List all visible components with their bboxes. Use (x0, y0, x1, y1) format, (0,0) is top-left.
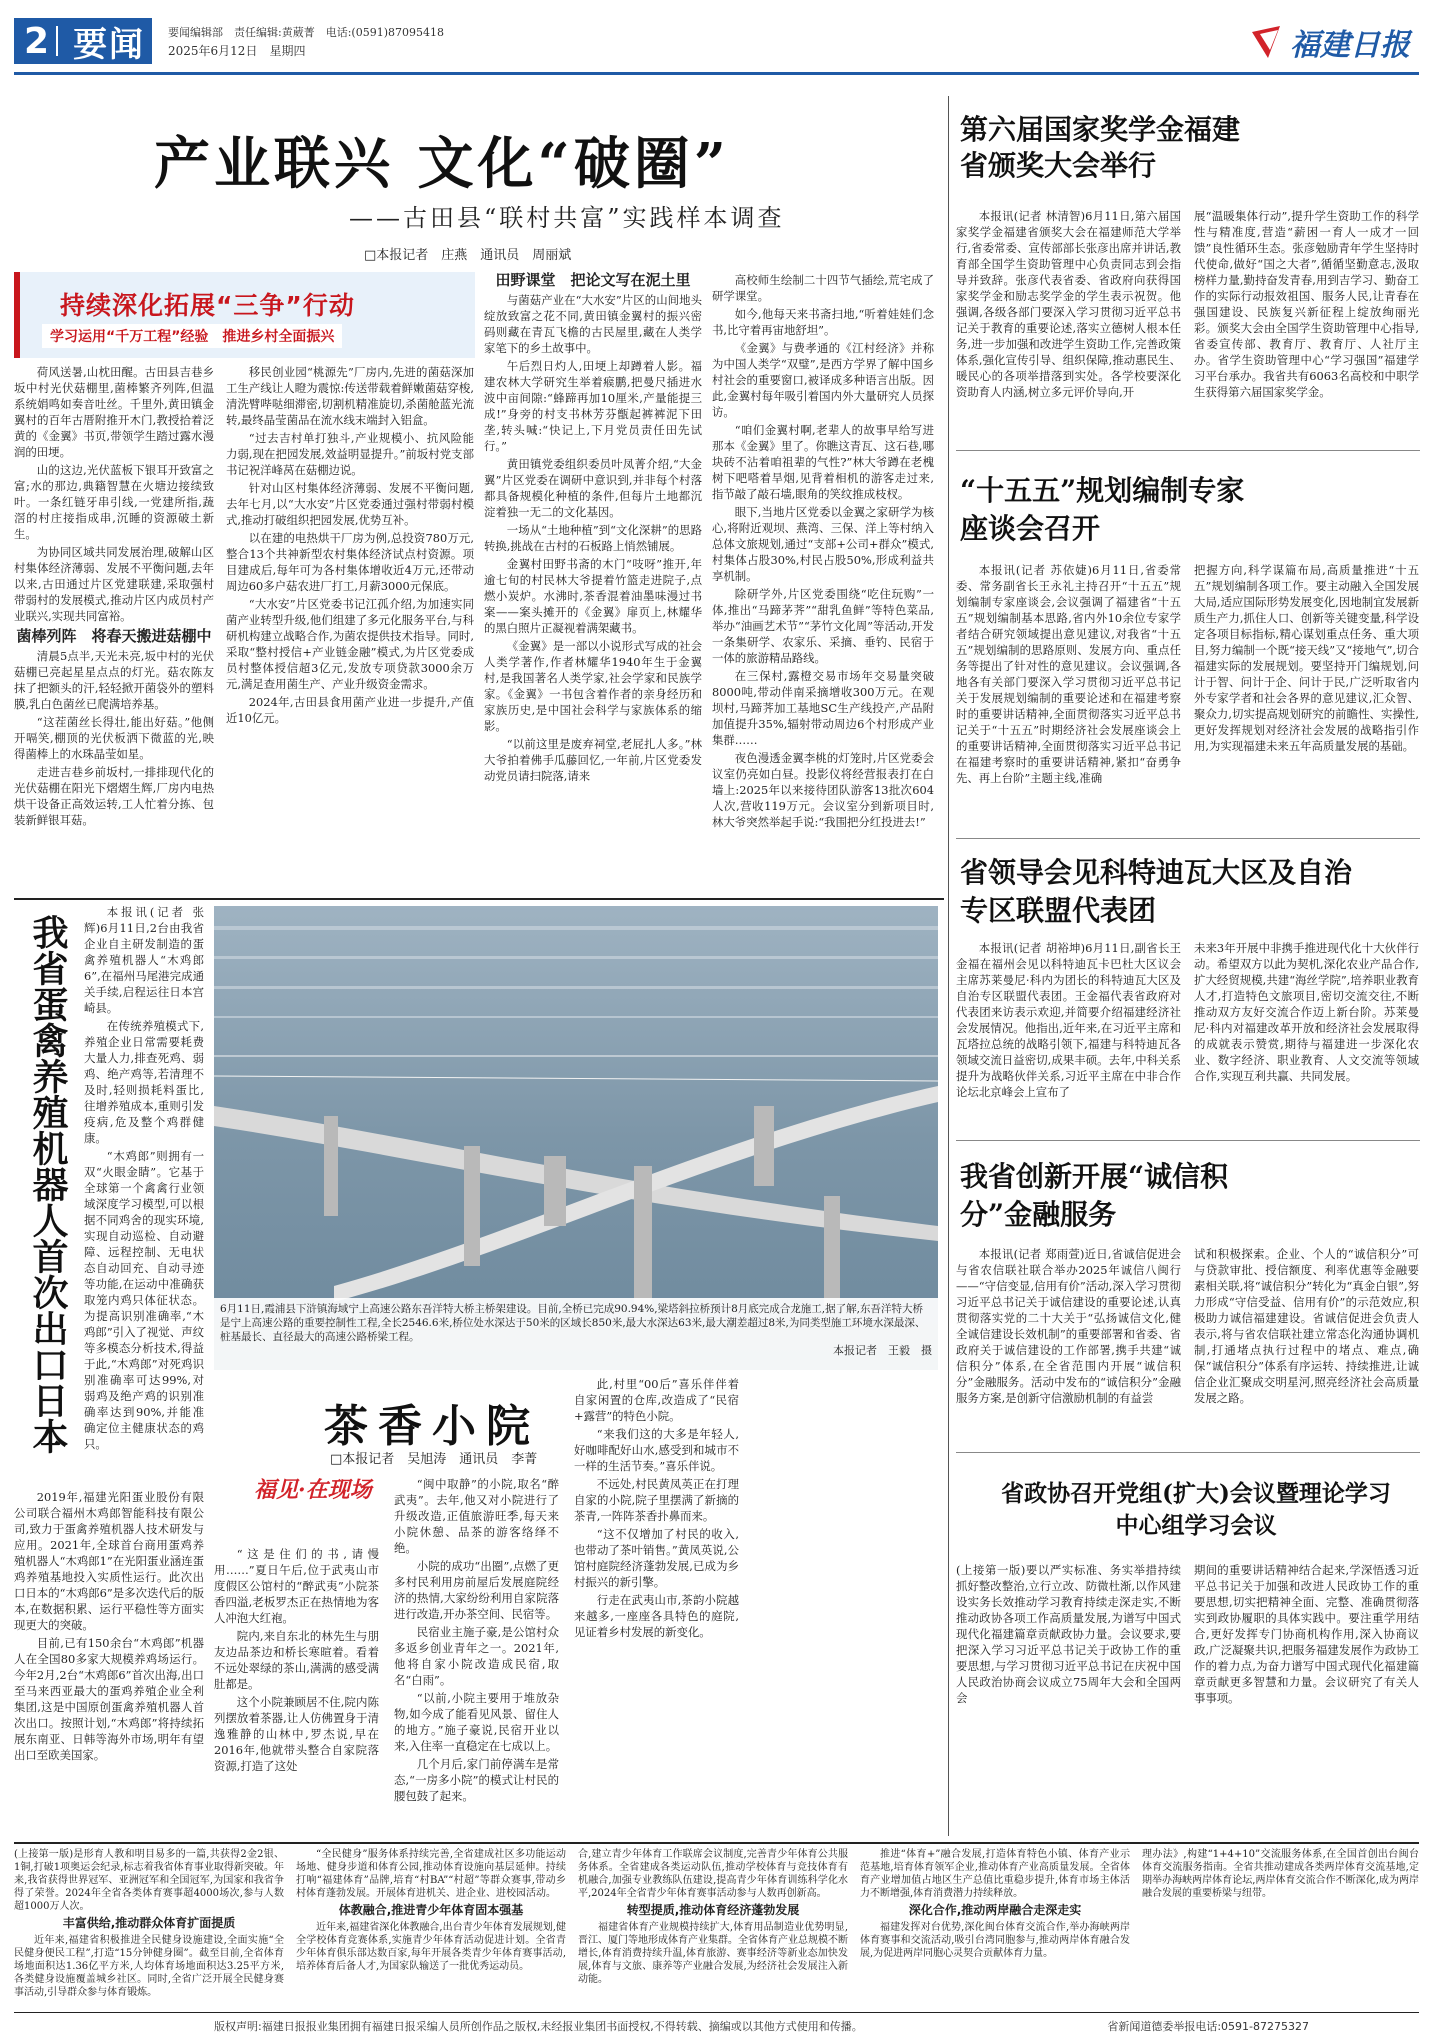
page-number-badge (14, 18, 152, 64)
banner-title: 持续深化拓展“三争”行动 (60, 291, 355, 320)
paragraph: 本报讯(记者 林清智)6月11日,第六届国家奖学金福建省颁奖大会在福建师范大学举行,省委常委、宣传部部长张彦出席并讲话,教育部全国学生资助管理中心负责同志到会指导并致辞。张彦代表省委、省政府向获得国家奖学金和励志奖学金的学生表示祝贺。他强调,各级各部门要深入学习贯彻习近平总书记关于教育的重要论述,落实立德树人根本任务,进一步加强和改进学生资助工作,完善政策体系,强化宣传引导、组织保障,推动惠民生、暖民心的各项举措落到实处。各学校要深化资助育人内涵,树立多元评价导向,开 (956, 209, 1181, 399)
teahouse-byline: □本报记者 吴旭涛 通讯员 李菁 (330, 1452, 538, 1467)
paragraph: 小院的成功“出圈”,点燃了更多村民利用房前屋后发展庭院经济的热情,大家纷纷利用自家院落进行改造,开办茶空间、民宿等。 (394, 1559, 559, 1621)
paragraph: “木鸡郎”则拥有一双“火眼金睛”。它基于全球第一个禽禽行业领域深度学习模型,可以根据不同鸡舍的现实环境,实现自动巡检、自动避障、远程控制、无电状态自动回充、自动寻迹等功能,在运动中准确获取笼内鸡只体征状态。为提高识别准确率,“木鸡郎”引入了视觉、声纹等多模态分析技术,得益于此,“木鸡郎”对死鸡识别准确率可达99%,对弱鸡及绝产鸡的识别准确率达到90%,并能准确定位主健康状态的鸡只。 (84, 1149, 204, 1451)
credit-column-2 (1194, 1246, 1419, 1446)
lead-subheading-1: 菌棒列阵 将春天搬进菇棚中 (16, 627, 212, 645)
paragraph: “以前这里是废弃祠堂,老屁扎人多。”林大爷拍着佛手瓜藤回忆,一年前,片区党委发动党员请扫院落,请来 (484, 737, 702, 783)
paragraph: 福建发挥对台优势,深化闽台体育交流合作,举办海峡两岸体育赛事和交流活动,吸引台湾同胞参与,推动两岸体育融合发展,为促进两岸同胞心灵契合贡献体育力量。 (860, 1922, 1130, 1959)
paragraph: 展“温暖集体行动”,提升学生资助工作的科学性与精准度,营造“薪困一育人一成才一回馈”良性循环生态。张彦勉励青年学生坚持时代使命,做好“国之大者”,循循坚勤意志,汲取榜样力量,勤持奋发青春,用到吉学习、勤奋工作的实际行动报效祖国、服务人民,让青春在强国建设、民族复兴新征程上绽放绚丽光彩。颁奖大会由全国学生资助管理中心指导,省委宣传部、教育厅、教育厅、人社厅主办。省学生资助管理中心“学习强国”福建学习平台承办。我省共有6063名高校和中职学生获得第六届国家奖学金。 (1194, 209, 1419, 399)
logo-text: 福建日报 (1290, 28, 1410, 63)
egg-robot-article (14, 904, 204, 1834)
paragraph: 荷风送暑,山枕田醒。古田县吉巷乡坂中村光伏菇棚里,菌棒繁齐列阵,但温系统娟鸣如奏音吐丝。千里外,黄田镇金翼村的百年古厝附推开木门,教授拾着泛黄的《金翼》书页,带领学生踏过露水漫润的田埂。 (14, 365, 214, 459)
photo-caption-text: 6月11日,霞浦县下浒镇海域宁上高速公路东吾洋特大桥主桥架建设。目前,全桥已完成90.94%,梁塔斜拉桥预计8月底完成合龙施工,据了解,东吾洋特大桥是宁上高速公路的重要控制性工程,全长2546.6米,桥位处水深达于50米的区域长850米,最大水深达63米,最大潮差超过8米,为同类型施工环境水深最深、桩基最长、直径最大的高速公路桥梁工程。 (220, 1303, 926, 1343)
section-name: 要闻 (73, 24, 146, 65)
paragraph: 本报讯(记者 张辉)6月11日,2台由我省企业自主研发制造的蛋禽养殖机器人“木鸡郎6”,在福州马尾港完成通关手续,启程运往日本宫崎县。 (84, 905, 204, 1015)
paragraph: “闽中取静”的小院,取名“醉武夷”。去年,他又对小院进行了升级改造,正值旅游旺季,每天来小院休憩、品茶的游客络绎不绝。 (394, 1477, 559, 1555)
paragraph: 针对山区村集体经济薄弱、发展不平衡问题,去年七月,以“大水安”片区党委通过强村带弱村模式,推动打破组织把园发展,优势互补。 (226, 481, 474, 527)
award-title: 第六届国家奖学金福建省颁奖大会举行 (960, 113, 1241, 182)
paragraph: 金翼村田野书斋的木门“吱呀”推开,年逾七旬的村民林大爷提着竹篮走进院子,点燃小炭炉。水沸时,茶香混着油墨味漫过书案——案头摊开的《金翼》扉页上,林耀华的黑白照片正凝视着满架藏书。 (484, 557, 702, 635)
bottom-subheading-1: 丰富供给,推动群众体育扩面提质 (62, 1916, 236, 1930)
bottom-subheading-3: 转型提质,推动体育经济蓬勃发展 (626, 1903, 800, 1917)
editors-line: 要闻编辑部 责任编辑:黄葳菁 电话:(0591)87095418 (168, 26, 444, 39)
lead-title: 产业联兴 文化“破圈” (154, 131, 730, 197)
cppcc-column-1 (956, 1562, 1181, 1836)
page-number: 2 (24, 20, 50, 62)
paragraph: 清晨5点半,天光未亮,坂中村的光伏菇棚已亮起星星点点的灯光。菇农陈友抹了把额头的汗,轻轻掀开菌袋外的塑料膜,乳白色菌丝已爬满培养基。 (14, 649, 214, 711)
paragraph: 未来3年开展中非携手推进现代化十大伙伴行动。希望双方以此为契机,深化农业产品合作,扩大经贸规模,共建“海丝学院”,培养职业教育人才,打造特色文旅项目,密切交流交往,不断推动双方友好交流合作迈上新台阶。苏莱曼尼·科内对福建改革开放和经济社会发展取得的成就表示赞赏,期待与福建进一步深化农业、数字经济、职业教育、人文交流等领域合作,实现互利共赢、共同发展。 (1194, 941, 1419, 1083)
photo-credit: 本报记者 王毅 摄 (833, 1344, 932, 1357)
paragraph: “过去吉村单打独斗,产业规模小、抗风险能力弱,现在把园发展,效益明显提升。”前坂村党支部书记祝洋峰莴在菇棚边说。 (226, 431, 474, 477)
lead-subtitle: ——古田县“联村共富”实践样本调查 (349, 204, 785, 232)
paragraph: 民宿业主施子豪,是公馆村众多返乡创业青年之一。2021年,他将自家小院改造成民宿,取名“白雨”。 (394, 1625, 559, 1687)
paragraph: “以前,小院主要用于堆放杂物,如今成了能看见风景、留住人的地方。”施子豪说,民宿开业以来,入住率一直稳定在七成以上。 (394, 1691, 559, 1753)
paragraph: 几个月后,家门前停满车是常态,“一房多小院”的模式让村民的腰包鼓了起来。 (394, 1757, 559, 1803)
photo-caption (214, 1298, 938, 1370)
leader-article (956, 844, 1420, 1134)
paragraph: 黄田镇党委组织委员叶凤菁介绍,“大金翼”片区党委在调研中意识到,并非每个村落都具备规模化种植的条件,但每片土地都沉淀着独一无二的文化基因。 (484, 457, 702, 519)
bottom-subheading-4: 深化合作,推动两岸融合走深走实 (908, 1903, 1082, 1917)
credit-title: 我省创新开展“诚信积分”金融服务 (960, 1160, 1229, 1231)
paragraph: 近年来,福建省积极推进全民健身设施建设,全面实施“全民健身便民工程”,打造“15分钟健身圈”。截至目前,全省体育场地面积达1.36亿平方米,人均体育场地面积达3.25平方米,各类健身设施覆盖城乡社区。同时,全省广泛开展全民健身赛事活动,引导群众参与体育锻炼。 (14, 1935, 284, 1998)
teahouse-column-3 (574, 1376, 739, 1836)
bottom-column-2 (296, 1848, 566, 2008)
paragraph: 期间的重要讲话精神结合起来,学深悟透习近平总书记关于加强和改进人民政协工作的重要思想,切实把精神全面、完整、准确贯彻落实到政协履职的具体实践中。要注重学用结合,更好发挥专门协商机构作用,深入协商议政,广泛凝聚共识,把服务福建发展作为政协工作的着力点,为奋力谱写中国式现代化福建篇章贡献更多智慧和力量。会议研究了有关人事事项。 (1194, 1563, 1419, 1705)
paragraph: 合,建立青少年体育工作联席会议制度,完善青少年体育公共服务体系。全省建成各类运动队伍,推动学校体育与竞技体育有机融合,加强专业教练队伍建设,提高青少年体育训练科学化水平,2024年全省青少年体育赛事活动参与人数再创新高。 (578, 1849, 848, 1899)
paragraph: “大水安”片区党委书记江孤介绍,为加速实同菌产业转型升级,他们组建了多元化服务平台,与科研机构建立战略合作,为菌农提供技术指导。同时,采取“整村授信+产业链金融”模式,为片区党委成员村整体授信超3亿元,发放专项贷款3000余万元,满足查用菌生产、产业升级资金需求。 (226, 597, 474, 691)
paragraph: 午后烈日灼人,田埂上却蹲着人影。福建农林大学研究生举着瘊鹏,把曼尺插进水波中亩间隙:“蜂蹄再加10厘米,产量能提三成!”身旁的村支书林芳芬甑起裤裤泥下田垄,转头喊:“快记上,下月党员责任田先试行。” (484, 359, 702, 453)
egg-robot-title: 我省蛋禽养殖机器人首次出口日本 (27, 914, 69, 1454)
bottom-column-5 (1142, 1848, 1419, 2008)
hotline: 省新闻道德委举报电话:0591-87275327 (1107, 2020, 1309, 2033)
leader-title: 省领导会见科特迪瓦大区及自治专区联盟代表团 (960, 856, 1353, 927)
paragraph: 在传统养殖模式下,养殖企业日常需要耗费大量人力,排查死鸡、弱鸡、绝产鸡等,若清理不及时,轻则损耗料蛋比,往增养殖成本,重则引发疫病,危及整个鸡群健康。 (84, 1019, 204, 1145)
paragraph: 以在建的电热烘干厂房为例,总投资780万元,整合13个共神新型农村集体经济试点村资源。项目建成后,每年可为各村集体增收近4万元,还带动周边60多户菇农进厂打工,月薪3000元保底。 (226, 531, 474, 593)
paragraph: 如今,他每天来书斋扫地,“听着娃娃们念书,比守着再宙地舒坦”。 (712, 307, 934, 337)
paragraph: 山的这边,光伏蓝板下银耳开致富之富;水的那边,典籍智慧在火塘边接续致叶。一条红链牙串引线,一党建所指,蔬滘的村庄接指成串,沉睡的资源破土新生。 (14, 463, 214, 541)
paragraph: 走进吉巷乡前坂村,一排排现代化的光伏菇棚在阳光下熠熠生辉,厂房内电热烘干设备正高效运转,工人忙着分拣、包装新鲜银耳菇。 (14, 765, 214, 827)
paragraph: 眼下,当地片区党委以金翼之家研学为核心,将附近观坝、燕湾、三保、洋上等村纳入总体文旅规划,通过“支部+公司+群众”模式,村集体占股30%,村民占股50%,形成利益共享机制。 (712, 505, 934, 583)
paragraph: 近年来,福建省深化体教融合,出台青少年体育发展规划,健全学校体育竞赛体系,实施青少年体育活动促进计划。全省青少年体育俱乐部达数百家,每年开展各类青少年体育赛事活动,培养体育后备人才,为国家队输送了一批优秀运动员。 (296, 1922, 566, 1972)
cppcc-article (956, 1458, 1420, 1836)
paragraph: 本报讯(记者 苏依婕)6月11日,省委常委、常务副省长王永礼主持召开“十五五”规划编制专家座谈会,会议强调了福建省“十五五”规划编制基本思路,省内外10余位专家学者结合研究领域提出意见建议,对我省“十五五”规划编制的思路原则、发展方向、重点任务等提出了针对性的意见建议。会议强调,各地各有关部门要深入学习贯彻习近平总书记关于发展规划编制的重要论述和在福建考察时的重要讲话精神,全面贯彻落实习近平总书记关于“十五五”时期经济社会发展座谈会上的重要讲话精神,全面贯彻落实习近平总书记在福建考察时的重要讲话精神,紧扣“奋勇争先、再上台阶”主题主线,准确 (956, 563, 1181, 785)
paragraph: (上接第一版)是形育人教和明目易多的一篇,共获得2金2银、1铜,打破1项奥运会纪录,标志着我省体育事业取得新突破。年来,我省获得世界冠军、亚洲冠军和全国冠军,为国家和我省争得了荣誉。2024年全省各类体育赛事超4000场次,参与人数超1000万人次。 (14, 1849, 284, 1912)
paragraph: “这是住们的书,请慢用……”夏日午后,位于武夷山市度假区公馆村的“醉武夷”小院茶香四溢,老板罗杰正在热情地为客人冲泡大红袍。 (214, 1547, 379, 1625)
teahouse-article (214, 1376, 938, 1836)
lead-byline: □本报记者 庄燕 通讯员 周丽斌 (364, 248, 572, 263)
paragraph: 除研学外,片区党委围绕“吃住玩购”一体,推出“马蹄茅荠”“甜乳鱼鲜”等特色菜品,举办“油画艺术节”“茅竹文化周”等活动,开发一条集研学、农家乐、采摘、垂钓、民宿于一体的旅游精品路线。 (712, 587, 934, 665)
paragraph: 福建省体育产业规模持续扩大,体育用品制造业优势明显,晋江、厦门等地形成体育产业集群。全省体育产业总规模不断增长,体育消费持续升温,体育旅游、赛事经济等新业态加快发展,体育与文旅、康养等产业融合发展,为经济社会发展注入新动能。 (578, 1922, 848, 1985)
paragraph: 本报讯(记者 郑雨萱)近日,省诚信促进会与省农信联社联合举办2025年诚信八闽行——“守信变显,信用有价”活动,深入学习贯彻习近平总书记关于诚信建设的重要论述,认真贯彻落实党的二十大关于“弘扬诚信文化,健全诚信建设长效机制”的重要部署和省委、省政府关于诚信建设的工作部署,携手共建“诚信积分”体系,在全省范围内开展“诚信积分”金融服务。活动中发布的“诚信积分”金融服务方案,是创新守信激励机制的有益尝 (956, 1247, 1181, 1405)
masthead (0, 0, 1429, 90)
lead-column-1 (14, 364, 214, 894)
plan-title: “十五五”规划编制专家座谈会召开 (960, 474, 1245, 545)
plan-article (956, 458, 1420, 830)
bridge-photo (214, 906, 938, 1370)
issue-date: 2025年6月12日 星期四 (168, 44, 306, 58)
teahouse-title: 茶香小院 (324, 1401, 540, 1452)
paragraph: 《金翼》是一部以小说形式写成的社会人类学著作,作者林耀华1940年生于金翼村,是我国著名人类学家,社会学家和民族学家。《金翼》一书包含着作者的亲身经历和家族历史,是中国社会科学与家族体系的缩影。 (484, 639, 702, 733)
paragraph: “咱们金翼村啊,老辈人的故事早给写进那本《金翼》里了。你瞧这青瓦、这石巷,哪块砖不沾着咱祖辈的气性?”林大爷蹲在老槐树下吧嗒着旱烟,见背着相机的游客走过来,指节敲了敲石墙,眼角的笑纹推成枝杈。 (712, 423, 934, 501)
bottom-column-1 (14, 1848, 284, 2008)
egg-robot-body-bottom (14, 1489, 204, 1834)
logo-swoosh-icon (1250, 22, 1286, 62)
paragraph: “这茬菌丝长得壮,能出好菇。”他侧开嗝笑,棚顶的光伏板洒下微蓝的光,映得菌棒上的水珠晶莹如星。 (14, 715, 214, 761)
paragraph: 在三保村,露橙交易市场年交易量突破8000吨,带动伴南采摘增收300万元。在观坝村,马蹄荠加工基地SC生产线投产,产品附加值提升35%,辐射带动周边6个村形成产业集群…… (712, 669, 934, 747)
on-scene-stamp-text: 福见·在现场 (254, 1477, 372, 1503)
award-column-2 (1194, 208, 1419, 444)
paragraph: 2019年,福建光阳蛋业股份有限公司联合福州木鸡郎智能科技有限公司,致力于蛋禽养殖机器人技术研发与应用。2021年,全球首台商用蛋鸡养殖机器人“木鸡郎1”在光阳蛋业涵连蛋鸡养殖基地投入实质性运行。此次出口日本的“木鸡郎6”是多次迭代后的版本,在数据积累、运行平稳性等方面实现更大的突破。 (14, 1490, 204, 1632)
paragraph: 这个小院兼顾居不住,院内陈列摆放着茶器,让人仿佛置身于清逸雅静的山林中,罗杰说,早在2016年,他就带头整合自家院落资源,打造了这处 (214, 1695, 379, 1773)
paragraph: 《金翼》与费孝通的《江村经济》并称为中国人类学“双璧”,是西方学界了解中国乡村社会的重要窗口,被译成多种语言出版。因此,金翼村每年吸引着国内外大量研究人员探访。 (712, 341, 934, 419)
lead-subheading-2: 田野课堂 把论文写在泥土里 (495, 272, 691, 289)
leader-column-2 (1194, 940, 1419, 1134)
award-article (956, 104, 1420, 444)
cppcc-column-2 (1194, 1562, 1419, 1836)
teahouse-column-2 (394, 1476, 559, 1836)
paragraph: 高校师生绘制二十四节气插绘,荒宅成了研学课堂。 (712, 273, 934, 303)
cppcc-title: 省政协召开党组(扩大)会议暨理论学习中心组学习会议 (1001, 1480, 1391, 1539)
lead-column-4 (712, 272, 934, 894)
credit-column-1 (956, 1246, 1181, 1446)
bottom-subheading-2: 体教融合,推进青少年体育固本强基 (338, 1903, 524, 1917)
paragraph: 目前,已有150余台“木鸡郎”机器人在全国80多家大规模养鸡场运行。今年2月,2台“木鸡郎6”首次出海,出口至马来西亚最大的蛋鸡养殖企业全利集团,这是中国原创蛋禽养殖机器人首次出口。按照计划,“木鸡郎”将持续拓展东南亚、日韩等海外市场,明年有望出口至欧美国家。 (14, 1636, 204, 1762)
lead-column-3 (484, 272, 702, 894)
paragraph: 行走在武夷山市,茶韵小院越来越多,一座座各具特色的庭院,见证着乡村发展的新变化。 (574, 1593, 739, 1639)
paragraph: 夜色漫透金翼李桃的灯笼时,片区党委会议室仍亮如白昼。投影仪将经营报表打在白墙上:2025年以来接待团队游客13批次604人次,营收119万元。会议室分到新项目时,林大爷突然举起手说:“我围把分红投进去!” (712, 751, 934, 829)
paragraph: 本报讯(记者 胡裕坤)6月11日,副省长王金福在福州会见以科特迪瓦卡巴杜大区议会主席苏莱曼尼·科内为团长的科特迪瓦大区及自治专区联盟代表团。王金福代表省政府对代表团来访表示欢迎,并简要介绍福建经济社会发展情况。他指出,近年来,在习近平主席和瓦塔拉总统的战略引领下,福建与科特迪瓦各领域交流日益密切,成果丰硕。去年,中科关系提升为战略伙伴关系,习近平主席在中非合作论坛北京峰会上宣布了 (956, 941, 1181, 1099)
paragraph: 2024年,古田县食用菌产业进一步提升,产值近10亿元。 (226, 695, 474, 725)
paragraph: 把握方向,科学谋篇布局,高质量推进“十五五”规划编制各项工作。要主动融入全国发展大局,适应国际形势发展变化,因地制宜发展新质生产力,抓住人口、创新等关键变量,科学设定各项目标指标,精心谋划重点任务、重大项目,努力编制一个既“接天线”又“接地气”,切合福建实际的发展规划。要坚持开门编规划,问计于智、问计于企、问计于民,广泛听取省内外专家学者和社会各界的意见建议,汇众智、聚众力,切实提高规划研究的前瞻性、实操性,更好发挥规划对经济社会发展的战略指引作用,为实现福建未来五年高质量发展的基础。 (1194, 563, 1419, 753)
paragraph: “来我们这的大多是年轻人,好咖啡配好山水,感受到和城市不一样的生活节奏。”喜乐伴说。 (574, 1427, 739, 1473)
lead-article (14, 96, 944, 896)
teahouse-column-1 (214, 1546, 379, 1836)
leader-column-1 (956, 940, 1181, 1134)
paragraph: “全民健身”服务体系持续完善,全省建成社区多功能运动场地、健身步道和体育公园,推动体育设施向基层延伸。持续打响“福建体育”品牌,培育“村BA”“村超”等群众赛事,带动乡村体育蓬勃发展。开展体育进机关、进企业、进校园活动。 (296, 1849, 566, 1899)
footer (14, 2016, 1419, 2036)
bottom-column-4 (860, 1848, 1130, 2008)
paragraph: 此,村里“00后”喜乐伴伴着自家闲置的仓库,改造成了“民宿+露营”的特色小院。 (574, 1377, 739, 1423)
paragraph: 推进“体育+”融合发展,打造体育特色小镇、体育产业示范基地,培育体育领军企业,推动体育产业高质量发展。全省体育产业增加值占地区生产总值比重稳步提升,体育市场主体活力不断增强,体育消费潜力持续释放。 (860, 1849, 1130, 1899)
paragraph: 试和积极探索。企业、个人的“诚信积分”可与贷款审批、授信额度、利率优惠等金融要素相关联,将“诚信积分”转化为“真金白银”,努力形成“守信受益、信用有价”的示范效应,积极助力诚信福建建设。省诚信促进会负责人表示,将与省农信联社建立常态化沟通协调机制,打通堵点执行过程中的堵点、难点,确保“诚信积分”体系有序运转、持续推进,让诚信企业汇聚成交明星河,照亮经济社会高质量发展之路。 (1194, 1247, 1419, 1405)
paragraph: 一场从“土地种植”到“文化深耕”的思路转换,挑战在古村的石板路上悄然铺展。 (484, 523, 702, 553)
paragraph: 理办法》,构建“1+4+10”交流服务体系,在全国首创出台闽台体育交流服务指南。全省共推动建成各类两岸体育交流基地,定期举办海峡两岸体育论坛,两岸体育交流合作不断深化,成为两岸融合发展的重要桥梁与纽带。 (1142, 1849, 1419, 1899)
paragraph: 与菌菇产业在“大水安”片区的山间地头绽放致富之花不同,黄田镇金翼村的振兴密码则藏在青瓦飞檐的古民屋里,藏在人类学家笔下的乡土故事中。 (484, 293, 702, 355)
on-scene-stamp (254, 1476, 379, 1536)
copyright-notice: 版权声明:福建日报报业集团拥有福建日报采编人员所创作品之版权,未经报业集团书面授权,不得转载、摘编或以其他方式使用和传播。 (214, 2020, 863, 2033)
paragraph: 移民创业园“桃源先”厂房内,先进的菌菇深加工生产线让人瞪为震惊:传送带载着鲜嫩菌菇穿梭,清洗臂哔哒细滞密,切割机精准旋切,杀菌舱蓝光流转,最终晶莹菌品在流水线末端封入铝盒。 (226, 365, 474, 427)
banner-subtitle: 学习运用“千万工程”经验 推进乡村全面振兴 (42, 324, 342, 348)
egg-robot-body-top (84, 904, 204, 1484)
bottom-column-3 (578, 1848, 848, 2008)
newspaper-logo (1250, 20, 1420, 64)
bottom-strip (14, 1848, 1419, 2008)
paragraph: 为协同区域共同发展治理,破解山区村集体经济薄弱、发展不平衡问题,去年以来,古田通过片区党建联建,采取强村带弱村的发展模式,推动片区内成员村产业联兴,实现共同富裕。 (14, 545, 214, 623)
paragraph: 院内,来自东北的林先生与朋友边品茶边和桥长寒暄着。看着不远处翠绿的茶山,满满的感受满肚都是。 (214, 1629, 379, 1691)
credit-article (956, 1146, 1420, 1446)
paragraph: (上接第一版)要以严实标准、务实举措持续抓好整改整治,立行立改、防微杜渐,以作风建设实务长效推动学习教育持续走深走实,不断推动政协各项工作高质量发展,为谱写中国式现代化福建篇章贡献政协力量。会议要求,要把深入学习习近平总书记关于政协工作的重要思想,与学习贯彻习近平总书记在庆祝中国人民政治协商会议成立75周年大会和全国两会 (956, 1563, 1181, 1705)
lead-column-2 (226, 364, 474, 894)
plan-column-2 (1194, 562, 1419, 830)
paragraph: “这不仅增加了村民的收入,也带动了茶叶销售。”黄凤英说,公馆村庭院经济蓬勃发展,已成为乡村振兴的新引擎。 (574, 1527, 739, 1589)
plan-column-1 (956, 562, 1181, 830)
award-column-1 (956, 208, 1181, 444)
paragraph: 不远处,村民黄凤英正在打理自家的小院,院子里摆满了新摘的茶青,一阵阵茶香扑鼻而来。 (574, 1477, 739, 1523)
campaign-banner (14, 272, 475, 358)
